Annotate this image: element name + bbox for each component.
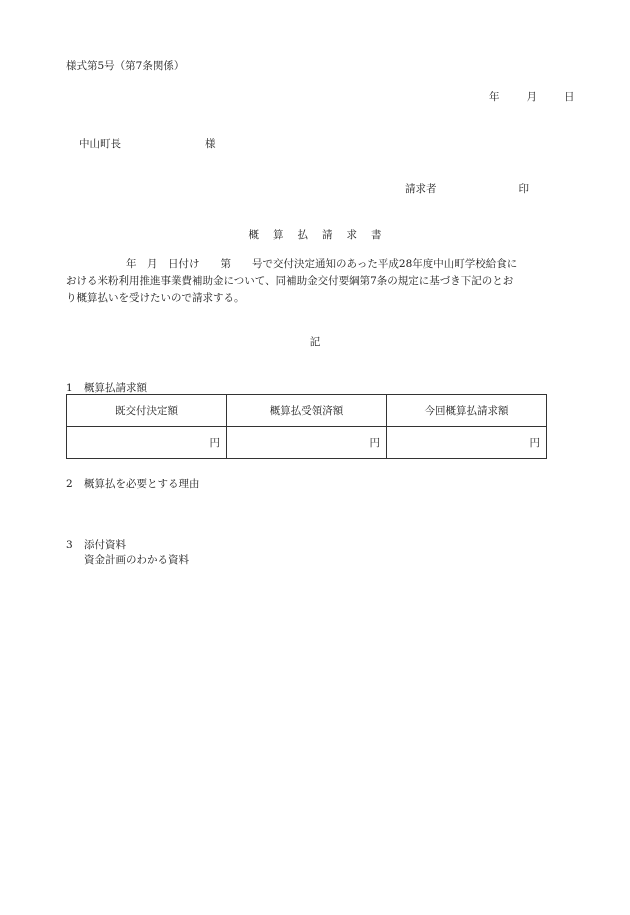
ki-heading: 記 [309, 336, 321, 348]
section-number: 2 [66, 478, 73, 490]
section-number: 3 [66, 539, 73, 551]
body-line: り概算払いを受けたいので請求する。 [66, 292, 245, 304]
date-day: 日 [564, 91, 575, 103]
title-char: 払 [297, 229, 308, 241]
section-number: 1 [66, 382, 73, 394]
title-char: 書 [371, 229, 382, 241]
title-char: 求 [346, 229, 357, 241]
section-title: 概算払を必要とする理由 [84, 478, 200, 490]
body-line: 年 月 日付け 第 号で交付決定通知のあった平成28年度中山町学校給食に [126, 258, 518, 270]
document-title [0, 227, 630, 242]
table-cell: 円 [67, 427, 227, 459]
requester-label: 請求者 [405, 183, 437, 195]
date-line [489, 89, 575, 104]
section-2-heading [66, 476, 200, 491]
section-title: 概算払請求額 [84, 382, 147, 394]
table-header-row [67, 395, 547, 427]
section-title: 添付資料 [84, 539, 126, 551]
body-paragraph [66, 256, 578, 307]
amount-table [66, 394, 547, 459]
table-header: 既交付決定額 [67, 395, 227, 427]
addressee [79, 136, 216, 151]
seal-mark: 印 [518, 183, 529, 195]
table-header: 今回概算払請求額 [387, 395, 547, 427]
table-header: 概算払受領済額 [227, 395, 387, 427]
table-cell: 円 [227, 427, 387, 459]
table-row [67, 427, 547, 459]
requester [405, 181, 529, 196]
table-cell: 円 [387, 427, 547, 459]
form-number: 様式第5号（第7条関係） [66, 60, 185, 72]
date-month: 月 [526, 91, 537, 103]
addressee-honorific: 様 [205, 138, 216, 150]
attachment-item: 資金計画のわかる資料 [84, 554, 189, 566]
section-1-heading [66, 380, 147, 395]
title-char: 概 [248, 229, 259, 241]
title-char: 算 [273, 229, 284, 241]
addressee-name: 中山町長 [79, 138, 121, 150]
title-char: 請 [322, 229, 333, 241]
body-line: おける米粉利用推進事業費補助金について、同補助金交付要綱第7条の規定に基づき下記のとお [66, 275, 514, 287]
date-year: 年 [489, 91, 500, 103]
section-3-heading [66, 537, 126, 552]
